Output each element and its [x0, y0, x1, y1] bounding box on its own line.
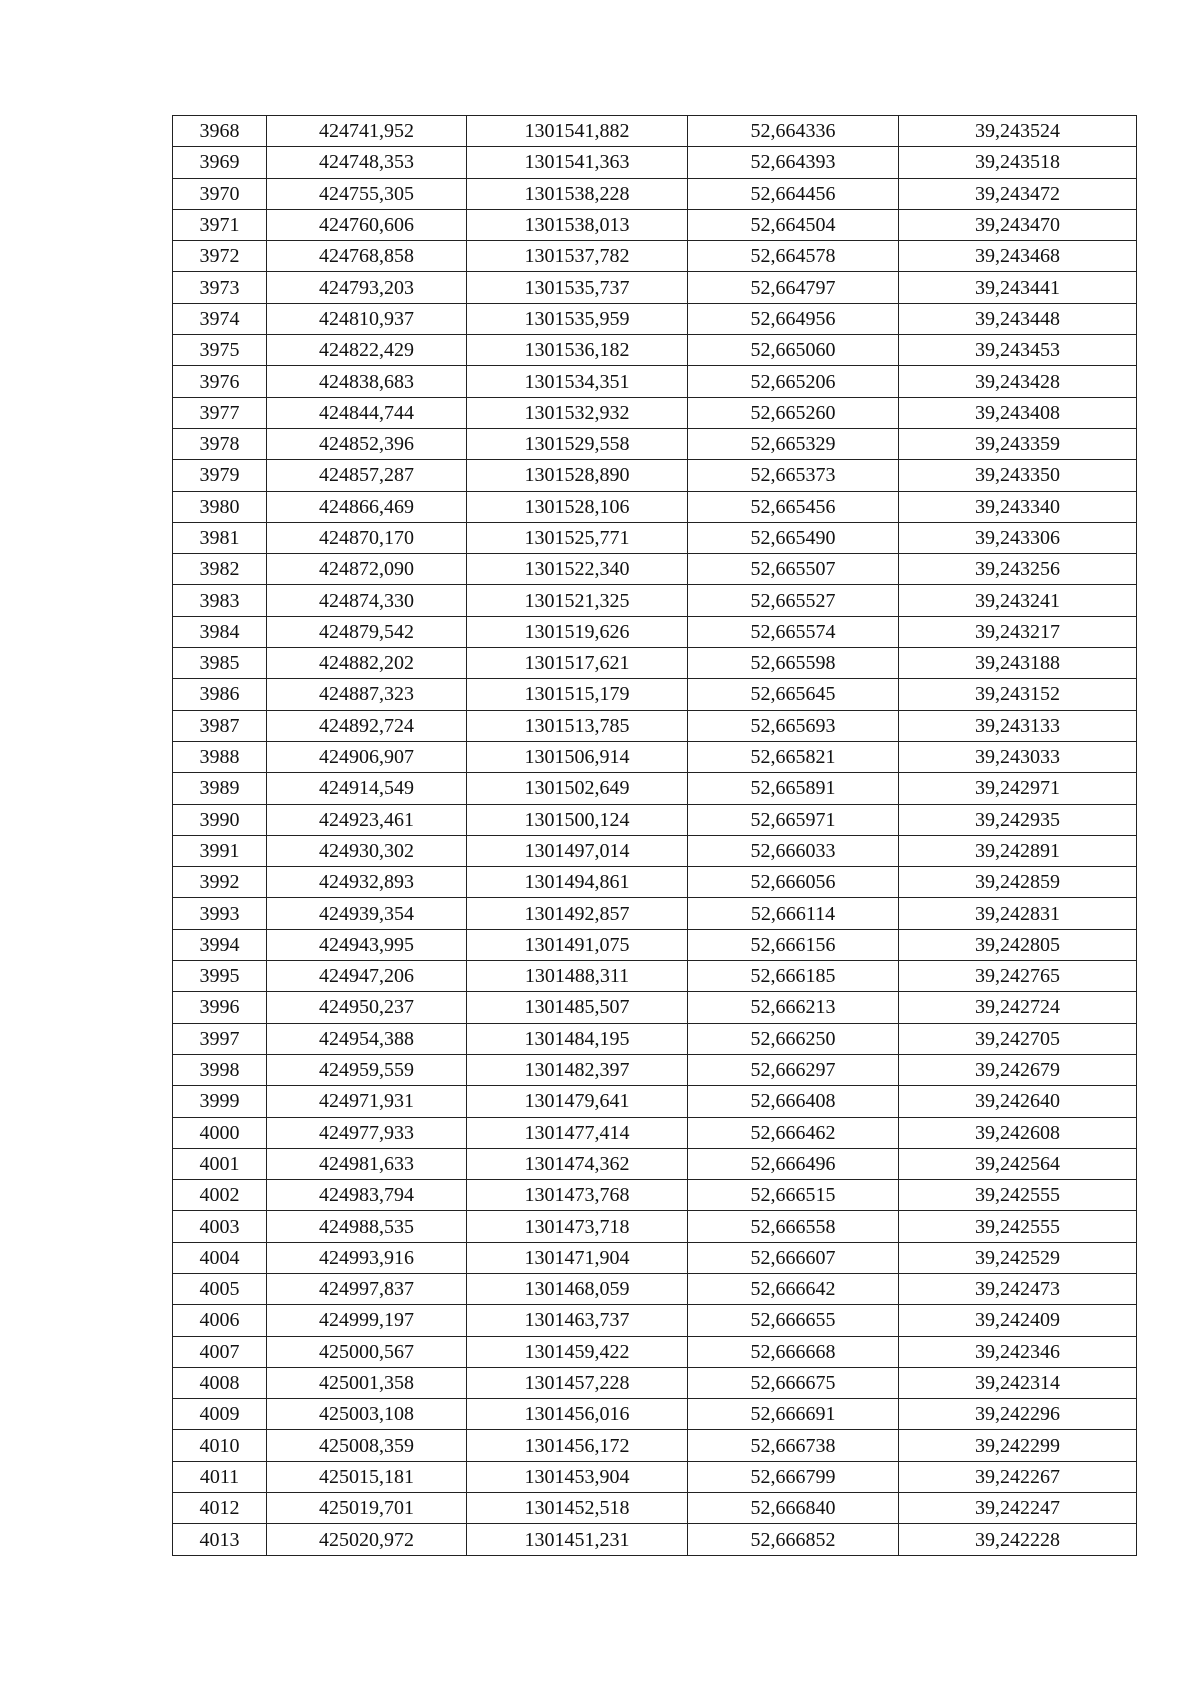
table-row [173, 178, 1137, 209]
x-coordinate-cell: 424993,916 [267, 1242, 467, 1273]
latitude-cell: 52,665645 [688, 679, 899, 710]
x-coordinate-cell: 424939,354 [267, 898, 467, 929]
latitude-cell: 52,666738 [688, 1430, 899, 1461]
table-row [173, 147, 1137, 178]
point-number-cell: 3980 [173, 491, 267, 522]
latitude-cell: 52,664393 [688, 147, 899, 178]
table-row [173, 303, 1137, 334]
point-number-cell: 3988 [173, 741, 267, 772]
table-row [173, 961, 1137, 992]
y-coordinate-cell: 1301494,861 [467, 867, 688, 898]
x-coordinate-cell: 425020,972 [267, 1524, 467, 1555]
latitude-cell: 52,665206 [688, 366, 899, 397]
x-coordinate-cell: 424755,305 [267, 178, 467, 209]
x-coordinate-cell: 424947,206 [267, 961, 467, 992]
y-coordinate-cell: 1301529,558 [467, 428, 688, 459]
longitude-cell: 39,243472 [899, 178, 1137, 209]
longitude-cell: 39,243152 [899, 679, 1137, 710]
point-number-cell: 3994 [173, 929, 267, 960]
longitude-cell: 39,242314 [899, 1367, 1137, 1398]
y-coordinate-cell: 1301453,904 [467, 1461, 688, 1492]
x-coordinate-cell: 424906,907 [267, 741, 467, 772]
point-number-cell: 3984 [173, 616, 267, 647]
point-number-cell: 3992 [173, 867, 267, 898]
latitude-cell: 52,665891 [688, 773, 899, 804]
y-coordinate-cell: 1301537,782 [467, 241, 688, 272]
x-coordinate-cell: 424923,461 [267, 804, 467, 835]
x-coordinate-cell: 424874,330 [267, 585, 467, 616]
latitude-cell: 52,666675 [688, 1367, 899, 1398]
y-coordinate-cell: 1301488,311 [467, 961, 688, 992]
latitude-cell: 52,664456 [688, 178, 899, 209]
point-number-cell: 3974 [173, 303, 267, 334]
longitude-cell: 39,242555 [899, 1180, 1137, 1211]
longitude-cell: 39,243470 [899, 209, 1137, 240]
y-coordinate-cell: 1301528,106 [467, 491, 688, 522]
x-coordinate-cell: 424977,933 [267, 1117, 467, 1148]
point-number-cell: 3989 [173, 773, 267, 804]
x-coordinate-cell: 424914,549 [267, 773, 467, 804]
point-number-cell: 4010 [173, 1430, 267, 1461]
table-row [173, 679, 1137, 710]
table-row [173, 616, 1137, 647]
y-coordinate-cell: 1301519,626 [467, 616, 688, 647]
longitude-cell: 39,242891 [899, 835, 1137, 866]
point-number-cell: 4000 [173, 1117, 267, 1148]
longitude-cell: 39,242473 [899, 1273, 1137, 1304]
point-number-cell: 4003 [173, 1211, 267, 1242]
latitude-cell: 52,664504 [688, 209, 899, 240]
point-number-cell: 3977 [173, 397, 267, 428]
longitude-cell: 39,243188 [899, 648, 1137, 679]
latitude-cell: 52,666496 [688, 1148, 899, 1179]
table-row [173, 1242, 1137, 1273]
x-coordinate-cell: 424932,893 [267, 867, 467, 898]
longitude-cell: 39,242971 [899, 773, 1137, 804]
point-number-cell: 3970 [173, 178, 267, 209]
latitude-cell: 52,666250 [688, 1023, 899, 1054]
y-coordinate-cell: 1301521,325 [467, 585, 688, 616]
x-coordinate-cell: 424760,606 [267, 209, 467, 240]
x-coordinate-cell: 424943,995 [267, 929, 467, 960]
latitude-cell: 52,664956 [688, 303, 899, 334]
table-row [173, 585, 1137, 616]
x-coordinate-cell: 425015,181 [267, 1461, 467, 1492]
latitude-cell: 52,666515 [688, 1180, 899, 1211]
x-coordinate-cell: 424988,535 [267, 1211, 467, 1242]
point-number-cell: 3979 [173, 460, 267, 491]
point-number-cell: 3998 [173, 1054, 267, 1085]
longitude-cell: 39,243350 [899, 460, 1137, 491]
x-coordinate-cell: 425019,701 [267, 1493, 467, 1524]
latitude-cell: 52,664578 [688, 241, 899, 272]
longitude-cell: 39,242724 [899, 992, 1137, 1023]
longitude-cell: 39,242555 [899, 1211, 1137, 1242]
point-number-cell: 3986 [173, 679, 267, 710]
y-coordinate-cell: 1301497,014 [467, 835, 688, 866]
y-coordinate-cell: 1301457,228 [467, 1367, 688, 1398]
y-coordinate-cell: 1301485,507 [467, 992, 688, 1023]
y-coordinate-cell: 1301535,959 [467, 303, 688, 334]
x-coordinate-cell: 424872,090 [267, 554, 467, 585]
longitude-cell: 39,242935 [899, 804, 1137, 835]
table-row [173, 1023, 1137, 1054]
point-number-cell: 4013 [173, 1524, 267, 1555]
x-coordinate-cell: 424741,952 [267, 116, 467, 147]
longitude-cell: 39,243518 [899, 147, 1137, 178]
point-number-cell: 3999 [173, 1086, 267, 1117]
longitude-cell: 39,242831 [899, 898, 1137, 929]
table-row [173, 648, 1137, 679]
longitude-cell: 39,243256 [899, 554, 1137, 585]
table-row [173, 491, 1137, 522]
point-number-cell: 4009 [173, 1399, 267, 1430]
table-row [173, 397, 1137, 428]
y-coordinate-cell: 1301456,016 [467, 1399, 688, 1430]
point-number-cell: 3993 [173, 898, 267, 929]
latitude-cell: 52,666056 [688, 867, 899, 898]
table-row [173, 867, 1137, 898]
latitude-cell: 52,665598 [688, 648, 899, 679]
table-row [173, 1180, 1137, 1211]
x-coordinate-cell: 425008,359 [267, 1430, 467, 1461]
table-row [173, 1148, 1137, 1179]
latitude-cell: 52,665574 [688, 616, 899, 647]
point-number-cell: 3982 [173, 554, 267, 585]
point-number-cell: 4004 [173, 1242, 267, 1273]
table-row [173, 773, 1137, 804]
table-row [173, 835, 1137, 866]
table-row [173, 366, 1137, 397]
latitude-cell: 52,665527 [688, 585, 899, 616]
longitude-cell: 39,242247 [899, 1493, 1137, 1524]
x-coordinate-cell: 424810,937 [267, 303, 467, 334]
x-coordinate-cell: 424748,353 [267, 147, 467, 178]
y-coordinate-cell: 1301474,362 [467, 1148, 688, 1179]
longitude-cell: 39,242608 [899, 1117, 1137, 1148]
table-row [173, 1493, 1137, 1524]
y-coordinate-cell: 1301522,340 [467, 554, 688, 585]
table-row [173, 1430, 1137, 1461]
y-coordinate-cell: 1301456,172 [467, 1430, 688, 1461]
coordinate-table [172, 115, 1137, 1556]
x-coordinate-cell: 424950,237 [267, 992, 467, 1023]
table-row [173, 1336, 1137, 1367]
latitude-cell: 52,666114 [688, 898, 899, 929]
point-number-cell: 3997 [173, 1023, 267, 1054]
x-coordinate-cell: 424870,170 [267, 522, 467, 553]
longitude-cell: 39,242765 [899, 961, 1137, 992]
x-coordinate-cell: 424971,931 [267, 1086, 467, 1117]
latitude-cell: 52,664797 [688, 272, 899, 303]
longitude-cell: 39,243448 [899, 303, 1137, 334]
point-number-cell: 3991 [173, 835, 267, 866]
point-number-cell: 3973 [173, 272, 267, 303]
point-number-cell: 3971 [173, 209, 267, 240]
y-coordinate-cell: 1301535,737 [467, 272, 688, 303]
x-coordinate-cell: 424930,302 [267, 835, 467, 866]
latitude-cell: 52,665507 [688, 554, 899, 585]
point-number-cell: 3990 [173, 804, 267, 835]
longitude-cell: 39,243453 [899, 335, 1137, 366]
latitude-cell: 52,665971 [688, 804, 899, 835]
table-row [173, 554, 1137, 585]
table-row [173, 1086, 1137, 1117]
table-row [173, 1399, 1137, 1430]
point-number-cell: 3995 [173, 961, 267, 992]
y-coordinate-cell: 1301468,059 [467, 1273, 688, 1304]
table-row [173, 741, 1137, 772]
point-number-cell: 4011 [173, 1461, 267, 1492]
table-row [173, 1117, 1137, 1148]
latitude-cell: 52,666668 [688, 1336, 899, 1367]
table-row [173, 335, 1137, 366]
y-coordinate-cell: 1301452,518 [467, 1493, 688, 1524]
latitude-cell: 52,666799 [688, 1461, 899, 1492]
coordinate-table-body [173, 116, 1137, 1556]
point-number-cell: 4001 [173, 1148, 267, 1179]
y-coordinate-cell: 1301479,641 [467, 1086, 688, 1117]
y-coordinate-cell: 1301541,882 [467, 116, 688, 147]
x-coordinate-cell: 424887,323 [267, 679, 467, 710]
y-coordinate-cell: 1301541,363 [467, 147, 688, 178]
table-row [173, 1367, 1137, 1398]
y-coordinate-cell: 1301471,904 [467, 1242, 688, 1273]
point-number-cell: 3976 [173, 366, 267, 397]
point-number-cell: 4007 [173, 1336, 267, 1367]
latitude-cell: 52,665373 [688, 460, 899, 491]
y-coordinate-cell: 1301532,932 [467, 397, 688, 428]
x-coordinate-cell: 425000,567 [267, 1336, 467, 1367]
x-coordinate-cell: 424959,559 [267, 1054, 467, 1085]
point-number-cell: 3981 [173, 522, 267, 553]
y-coordinate-cell: 1301525,771 [467, 522, 688, 553]
latitude-cell: 52,666655 [688, 1305, 899, 1336]
x-coordinate-cell: 424768,858 [267, 241, 467, 272]
point-number-cell: 4006 [173, 1305, 267, 1336]
latitude-cell: 52,665456 [688, 491, 899, 522]
table-row [173, 1524, 1137, 1555]
point-number-cell: 3983 [173, 585, 267, 616]
latitude-cell: 52,665260 [688, 397, 899, 428]
y-coordinate-cell: 1301459,422 [467, 1336, 688, 1367]
y-coordinate-cell: 1301506,914 [467, 741, 688, 772]
point-number-cell: 3978 [173, 428, 267, 459]
point-number-cell: 4008 [173, 1367, 267, 1398]
latitude-cell: 52,666852 [688, 1524, 899, 1555]
table-row [173, 116, 1137, 147]
x-coordinate-cell: 424997,837 [267, 1273, 467, 1304]
latitude-cell: 52,666558 [688, 1211, 899, 1242]
x-coordinate-cell: 424866,469 [267, 491, 467, 522]
point-number-cell: 3969 [173, 147, 267, 178]
x-coordinate-cell: 424882,202 [267, 648, 467, 679]
x-coordinate-cell: 424844,744 [267, 397, 467, 428]
y-coordinate-cell: 1301515,179 [467, 679, 688, 710]
y-coordinate-cell: 1301538,013 [467, 209, 688, 240]
table-row [173, 1305, 1137, 1336]
point-number-cell: 3968 [173, 116, 267, 147]
point-number-cell: 3996 [173, 992, 267, 1023]
table-row [173, 209, 1137, 240]
y-coordinate-cell: 1301451,231 [467, 1524, 688, 1555]
x-coordinate-cell: 424822,429 [267, 335, 467, 366]
longitude-cell: 39,243241 [899, 585, 1137, 616]
x-coordinate-cell: 424981,633 [267, 1148, 467, 1179]
longitude-cell: 39,242705 [899, 1023, 1137, 1054]
x-coordinate-cell: 424857,287 [267, 460, 467, 491]
x-coordinate-cell: 424999,197 [267, 1305, 467, 1336]
x-coordinate-cell: 424983,794 [267, 1180, 467, 1211]
table-row [173, 710, 1137, 741]
table-row [173, 428, 1137, 459]
table-row [173, 460, 1137, 491]
longitude-cell: 39,243524 [899, 116, 1137, 147]
table-row [173, 1461, 1137, 1492]
longitude-cell: 39,242805 [899, 929, 1137, 960]
table-row [173, 1211, 1137, 1242]
longitude-cell: 39,242228 [899, 1524, 1137, 1555]
y-coordinate-cell: 1301463,737 [467, 1305, 688, 1336]
point-number-cell: 4005 [173, 1273, 267, 1304]
point-number-cell: 3985 [173, 648, 267, 679]
longitude-cell: 39,242346 [899, 1336, 1137, 1367]
longitude-cell: 39,243441 [899, 272, 1137, 303]
table-row [173, 898, 1137, 929]
y-coordinate-cell: 1301502,649 [467, 773, 688, 804]
latitude-cell: 52,666213 [688, 992, 899, 1023]
longitude-cell: 39,242409 [899, 1305, 1137, 1336]
y-coordinate-cell: 1301484,195 [467, 1023, 688, 1054]
longitude-cell: 39,243428 [899, 366, 1137, 397]
latitude-cell: 52,664336 [688, 116, 899, 147]
longitude-cell: 39,242267 [899, 1461, 1137, 1492]
longitude-cell: 39,243468 [899, 241, 1137, 272]
x-coordinate-cell: 424852,396 [267, 428, 467, 459]
table-row [173, 992, 1137, 1023]
longitude-cell: 39,243133 [899, 710, 1137, 741]
latitude-cell: 52,666033 [688, 835, 899, 866]
y-coordinate-cell: 1301513,785 [467, 710, 688, 741]
y-coordinate-cell: 1301534,351 [467, 366, 688, 397]
table-row [173, 1273, 1137, 1304]
latitude-cell: 52,665060 [688, 335, 899, 366]
point-number-cell: 4012 [173, 1493, 267, 1524]
point-number-cell: 3987 [173, 710, 267, 741]
x-coordinate-cell: 424892,724 [267, 710, 467, 741]
point-number-cell: 3975 [173, 335, 267, 366]
x-coordinate-cell: 424838,683 [267, 366, 467, 397]
y-coordinate-cell: 1301477,414 [467, 1117, 688, 1148]
latitude-cell: 52,666185 [688, 961, 899, 992]
x-coordinate-cell: 425001,358 [267, 1367, 467, 1398]
longitude-cell: 39,242640 [899, 1086, 1137, 1117]
latitude-cell: 52,666462 [688, 1117, 899, 1148]
longitude-cell: 39,242529 [899, 1242, 1137, 1273]
table-row [173, 1054, 1137, 1085]
y-coordinate-cell: 1301491,075 [467, 929, 688, 960]
y-coordinate-cell: 1301492,857 [467, 898, 688, 929]
y-coordinate-cell: 1301473,768 [467, 1180, 688, 1211]
latitude-cell: 52,666642 [688, 1273, 899, 1304]
latitude-cell: 52,666156 [688, 929, 899, 960]
y-coordinate-cell: 1301536,182 [467, 335, 688, 366]
longitude-cell: 39,242296 [899, 1399, 1137, 1430]
latitude-cell: 52,666607 [688, 1242, 899, 1273]
table-row [173, 272, 1137, 303]
x-coordinate-cell: 424879,542 [267, 616, 467, 647]
table-row [173, 522, 1137, 553]
y-coordinate-cell: 1301538,228 [467, 178, 688, 209]
longitude-cell: 39,243408 [899, 397, 1137, 428]
y-coordinate-cell: 1301500,124 [467, 804, 688, 835]
latitude-cell: 52,665490 [688, 522, 899, 553]
point-number-cell: 4002 [173, 1180, 267, 1211]
latitude-cell: 52,666297 [688, 1054, 899, 1085]
table-row [173, 241, 1137, 272]
longitude-cell: 39,243306 [899, 522, 1137, 553]
longitude-cell: 39,243340 [899, 491, 1137, 522]
longitude-cell: 39,242679 [899, 1054, 1137, 1085]
latitude-cell: 52,665821 [688, 741, 899, 772]
y-coordinate-cell: 1301517,621 [467, 648, 688, 679]
x-coordinate-cell: 424793,203 [267, 272, 467, 303]
longitude-cell: 39,242564 [899, 1148, 1137, 1179]
latitude-cell: 52,665329 [688, 428, 899, 459]
table-row [173, 929, 1137, 960]
latitude-cell: 52,665693 [688, 710, 899, 741]
table-row [173, 804, 1137, 835]
y-coordinate-cell: 1301482,397 [467, 1054, 688, 1085]
y-coordinate-cell: 1301528,890 [467, 460, 688, 491]
x-coordinate-cell: 424954,388 [267, 1023, 467, 1054]
x-coordinate-cell: 425003,108 [267, 1399, 467, 1430]
longitude-cell: 39,243033 [899, 741, 1137, 772]
latitude-cell: 52,666840 [688, 1493, 899, 1524]
longitude-cell: 39,242859 [899, 867, 1137, 898]
latitude-cell: 52,666408 [688, 1086, 899, 1117]
y-coordinate-cell: 1301473,718 [467, 1211, 688, 1242]
longitude-cell: 39,243217 [899, 616, 1137, 647]
latitude-cell: 52,666691 [688, 1399, 899, 1430]
longitude-cell: 39,243359 [899, 428, 1137, 459]
point-number-cell: 3972 [173, 241, 267, 272]
longitude-cell: 39,242299 [899, 1430, 1137, 1461]
